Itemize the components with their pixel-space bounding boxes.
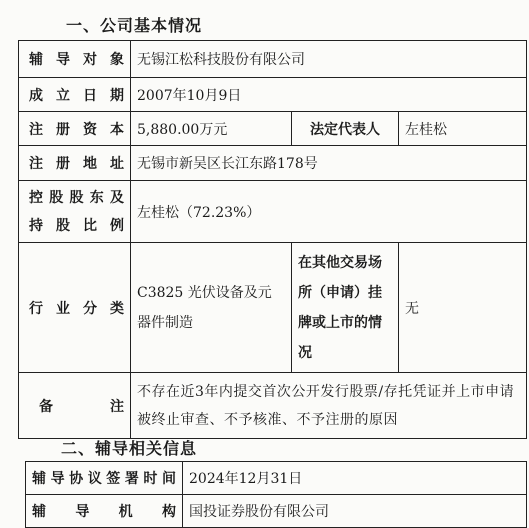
label-institution: 辅导机构 bbox=[26, 495, 183, 528]
value-agreement-date: 2024年12月31日 bbox=[183, 462, 527, 495]
value-industry: C3825 光伏设备及元器件制造 bbox=[131, 243, 292, 373]
row-established bbox=[19, 78, 527, 112]
label-agreement-date: 辅导协议签署时间 bbox=[26, 462, 183, 495]
value-legal-rep: 左桂松 bbox=[399, 112, 527, 146]
label-industry: 行业分类 bbox=[19, 243, 131, 373]
row-capital bbox=[19, 112, 527, 146]
row-agreement-date bbox=[26, 462, 527, 495]
row-controller bbox=[19, 181, 527, 243]
row-remarks bbox=[19, 373, 527, 439]
value-capital: 5,880.00万元 bbox=[131, 112, 292, 146]
label-established: 成立日期 bbox=[19, 78, 131, 112]
row-target bbox=[19, 41, 527, 78]
row-institution bbox=[26, 495, 527, 528]
value-remarks: 不存在近3年内提交首次公开发行股票/存托凭证并上市申请被终止审查、不予核准、不予注册的原因 bbox=[131, 373, 527, 439]
section1-title: 一、公司基本情况 bbox=[66, 16, 203, 35]
label-address: 注册地址 bbox=[19, 146, 131, 181]
label-legal-rep: 法定代表人 bbox=[292, 112, 399, 146]
value-established: 2007年10月9日 bbox=[131, 78, 527, 112]
label-capital: 注册资本 bbox=[19, 112, 131, 146]
label-controller-line1: 控股股东及 bbox=[29, 189, 124, 206]
row-industry bbox=[19, 243, 527, 373]
section2-title: 二、辅导相关信息 bbox=[61, 439, 198, 458]
basic-info-table bbox=[18, 40, 527, 439]
value-target: 无锡江松科技股份有限公司 bbox=[131, 41, 527, 78]
counseling-info-table bbox=[25, 461, 527, 528]
label-controller bbox=[19, 181, 131, 243]
label-other-listing: 在其他交易场所（申请）挂牌或上市的情况 bbox=[292, 243, 399, 373]
label-target: 辅导对象 bbox=[19, 41, 131, 78]
value-controller: 左桂松（72.23%） bbox=[131, 181, 527, 243]
row-address bbox=[19, 146, 527, 181]
value-other-listing: 无 bbox=[399, 243, 527, 373]
value-address: 无锡市新吴区长江东路178号 bbox=[131, 146, 527, 181]
label-controller-line2: 持股比例 bbox=[29, 217, 124, 234]
value-institution: 国投证券股份有限公司 bbox=[183, 495, 527, 528]
label-remarks: 备注 bbox=[19, 373, 131, 439]
